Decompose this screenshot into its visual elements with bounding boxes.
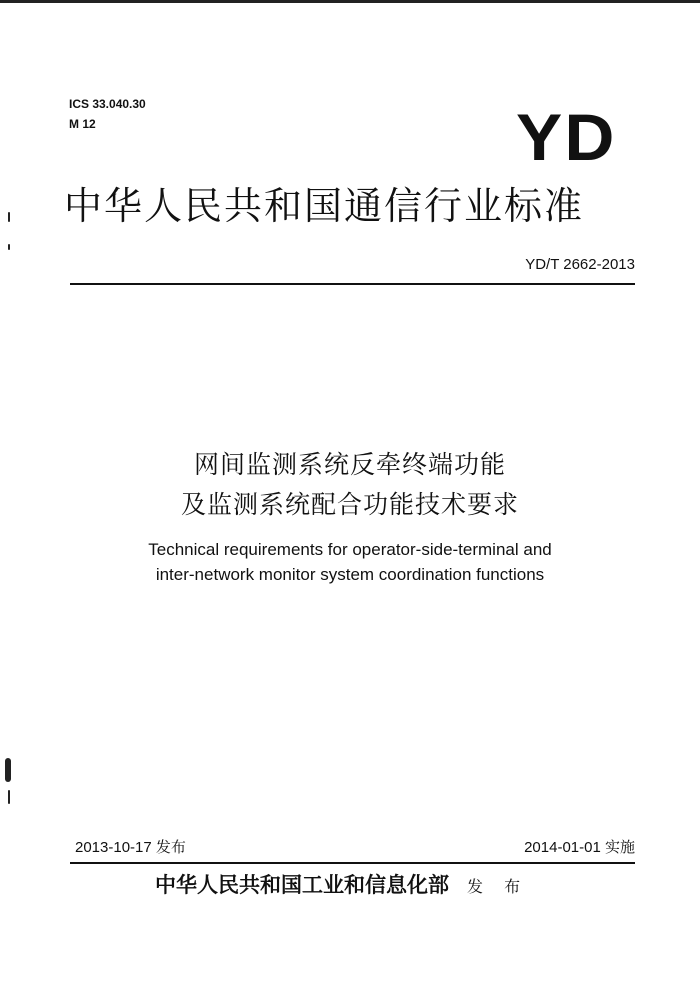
scan-mark xyxy=(8,244,10,250)
standard-type-title: 中华人民共和国通信行业标准 xyxy=(64,184,585,228)
english-title-line-1: Technical requirements for operator-side-terminal and xyxy=(148,540,552,559)
classification-codes xyxy=(69,94,146,134)
scan-mark xyxy=(8,790,10,804)
chinese-title-line-2: 及监测系统配合功能技术要求 xyxy=(180,490,519,519)
scan-mark xyxy=(8,212,10,222)
category-code: M 12 xyxy=(69,117,96,131)
ics-code: ICS 33.040.30 xyxy=(69,97,146,111)
yd-logo: YD xyxy=(516,100,617,174)
scan-top-edge xyxy=(0,0,700,3)
issue-date: 2013-10-17 发布 xyxy=(75,839,186,856)
chinese-title xyxy=(0,445,700,525)
english-title xyxy=(0,537,700,587)
publisher xyxy=(155,870,528,902)
publisher-action: 发 布 xyxy=(467,877,529,896)
publisher-name: 中华人民共和国工业和信息化部 xyxy=(155,872,449,897)
scan-mark xyxy=(5,758,11,782)
chinese-title-line-1: 网间监测系统反牵终端功能 xyxy=(193,450,506,479)
top-rule xyxy=(70,283,635,285)
english-title-line-2: inter-network monitor system coordination functions xyxy=(155,565,545,584)
implementation-date: 2014-01-01 实施 xyxy=(524,839,635,856)
standard-number: YD/T 2662-2013 xyxy=(525,256,635,273)
bottom-rule xyxy=(70,862,635,864)
